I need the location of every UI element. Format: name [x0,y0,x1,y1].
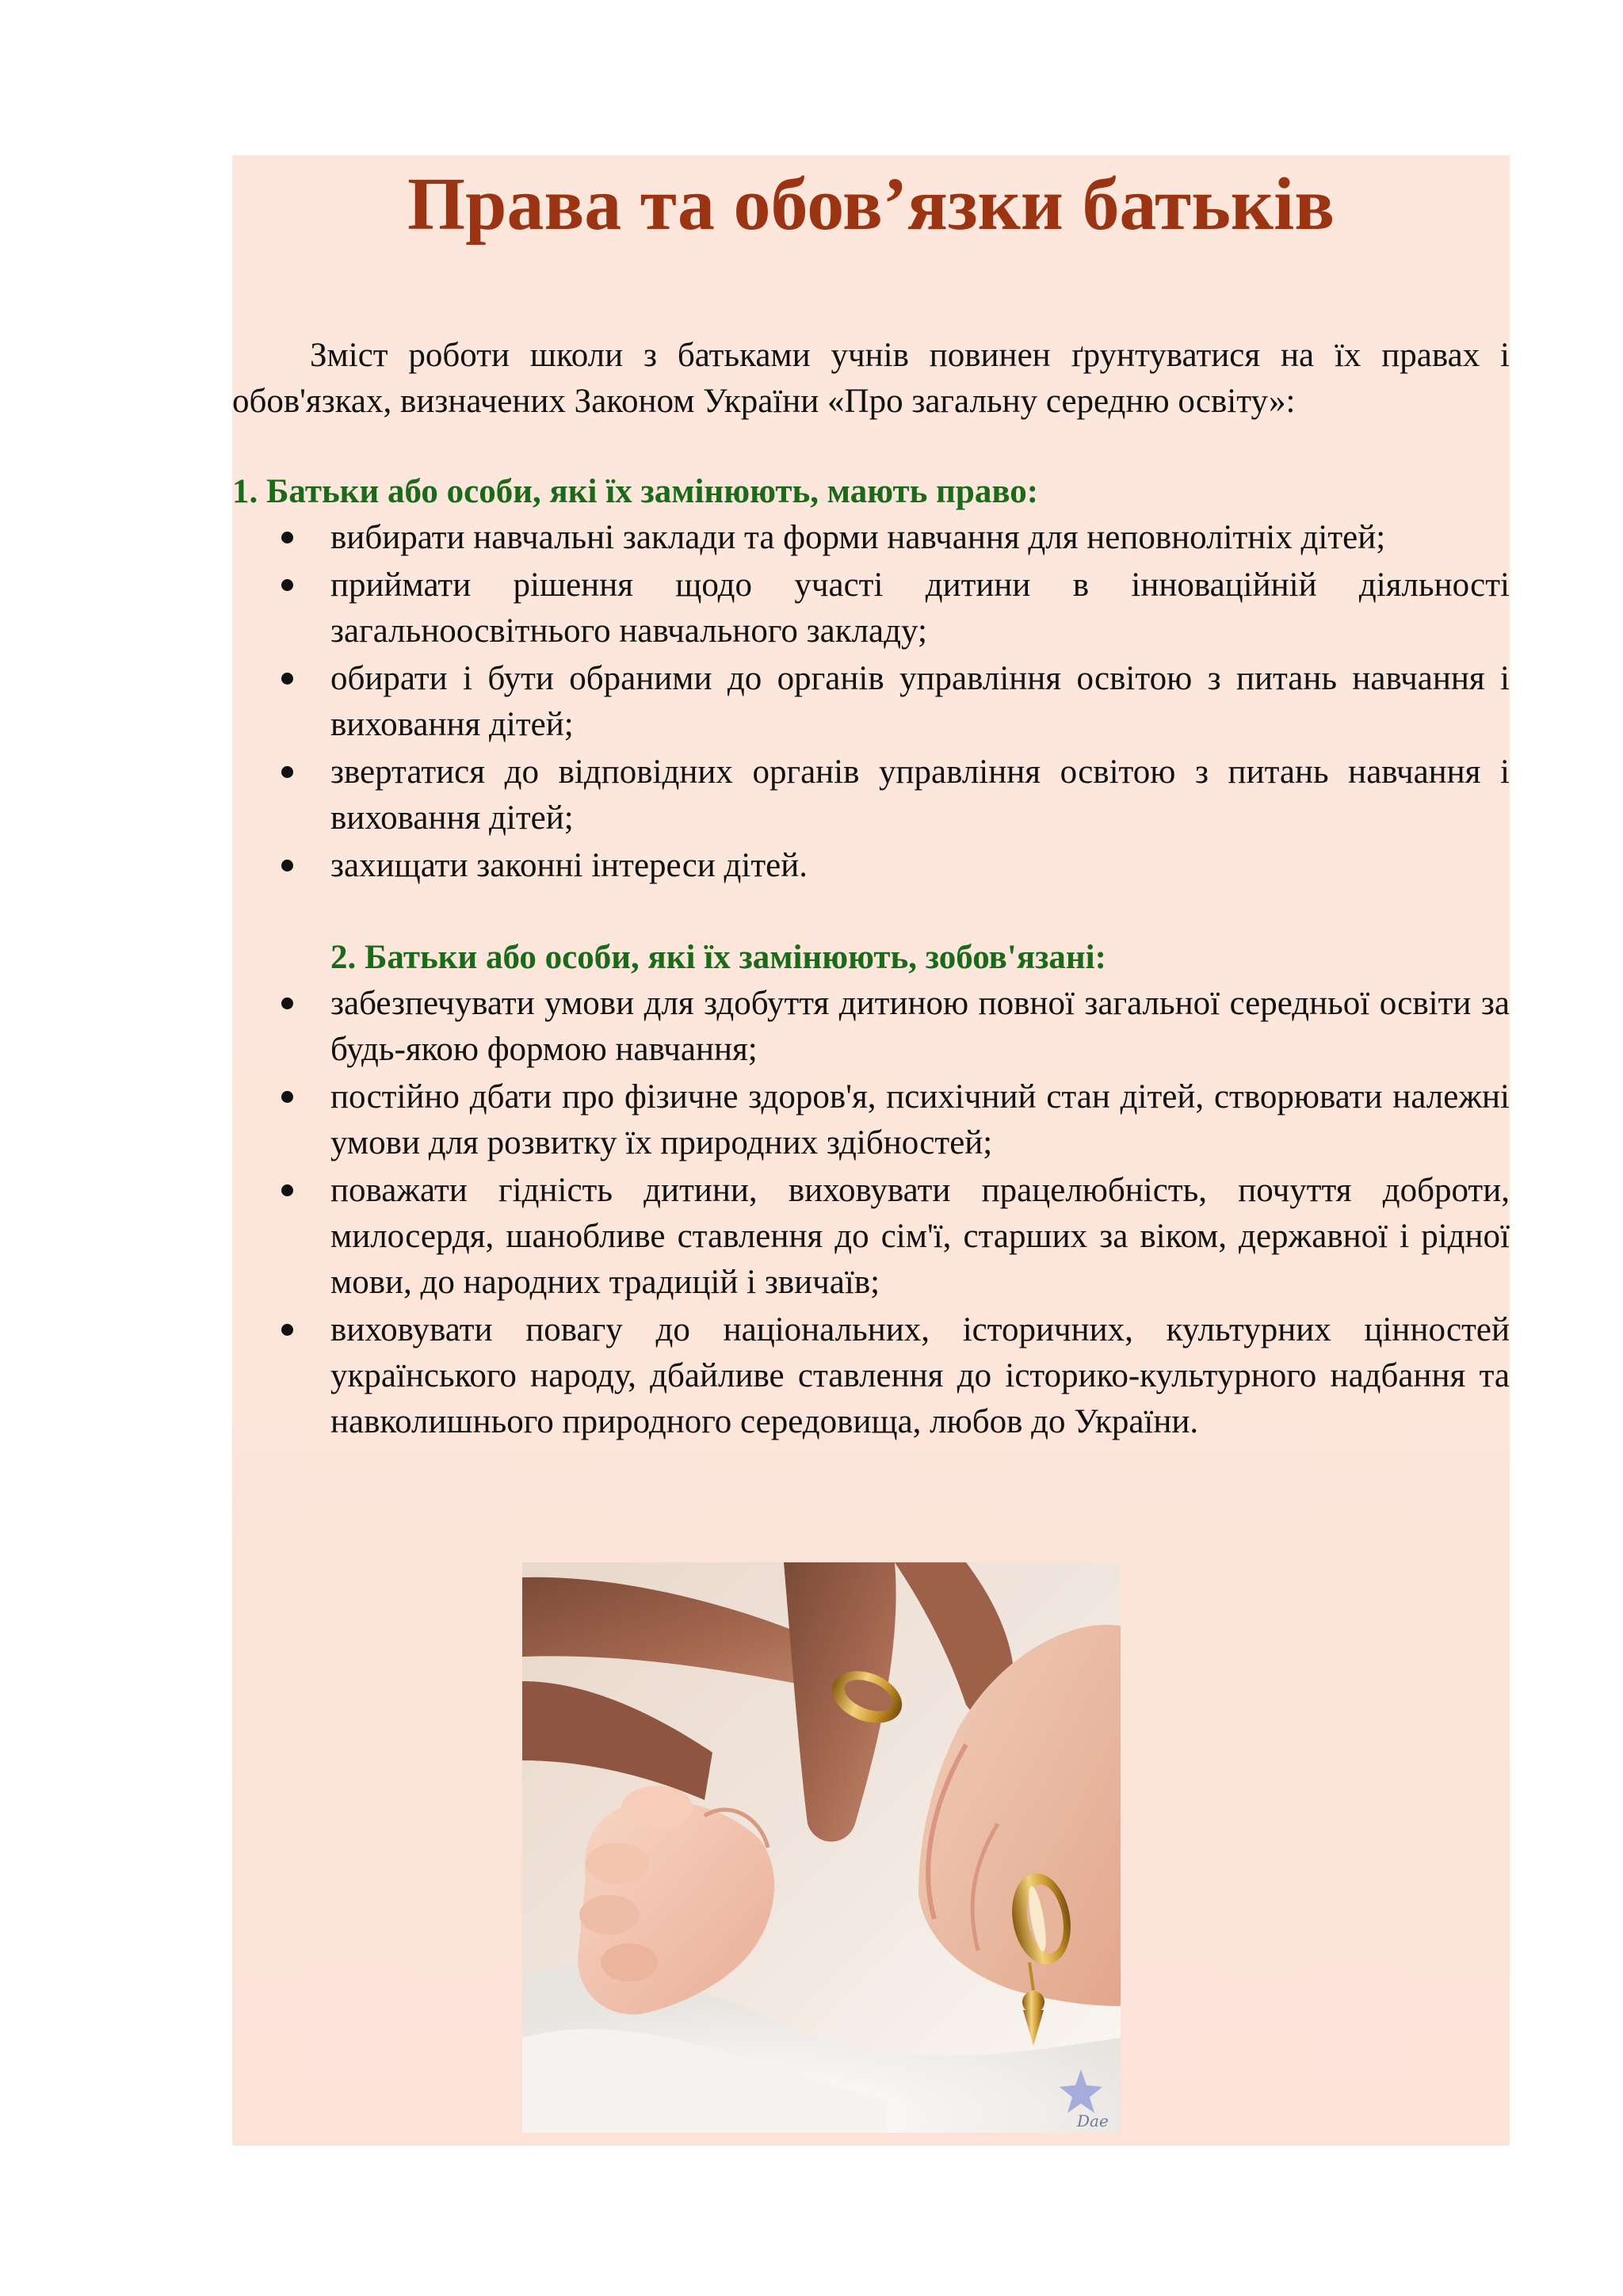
list-item [232,981,1510,1073]
list-item-text: приймати рішення щодо участі дитини в інноваційній діяльності загальноосвітнього навчального закладу; [330,566,1510,650]
list-item-text: обирати і бути обраними до органів управління освітою з питань навчання і виховання дітей; [330,660,1510,743]
bullet-icon [281,997,293,1009]
list-item [232,563,1510,654]
bullet-icon [281,1324,293,1336]
list-item [232,749,1510,841]
document-body [232,333,1510,1447]
list-item [232,843,1510,889]
bullet-icon [281,1091,293,1103]
intro-paragraph: Зміст роботи школи з батьками учнів повинен ґрунтуватися на їх правах і обов'язках, визначених Законом України «Про загальну середню освіту»: [232,337,1510,420]
logo-text: Dae [1077,2111,1109,2130]
photo-illustration [522,1562,1121,2133]
duties-heading: 2. Батьки або особи, які їх замінюють, зобов'язані: [330,939,1106,976]
bullet-icon [281,532,293,543]
bullet-icon [281,579,293,591]
hands-with-rings-photo [522,1562,1121,2133]
list-item-text: постійно дбати про фізичне здоров'я, психічний стан дітей, створювати належні умови для розвитку їх природних здібностей; [330,1078,1510,1161]
list-item-text: вибирати навчальні заклади та форми навчання для неповнолітніх дітей; [330,519,1386,556]
rights-list [232,515,1510,889]
list-item-text: виховувати повагу до національних, історичних, культурних цінностей українського народу, дбайливе ставлення до історико-культурного надбання та навколишнього природного середовища, любов до України. [330,1311,1510,1440]
list-item [232,1307,1510,1445]
bullet-icon [281,860,293,871]
list-item-text: звертатися до відповідних органів управління освітою з питань навчання і виховання дітей; [330,753,1510,837]
bullet-icon [281,1184,293,1196]
list-item [232,1074,1510,1166]
bullet-icon [281,673,293,685]
list-item-text: забезпечувати умови для здобуття дитиною повної загальної середньої освіти за будь-якою формою навчання; [330,985,1510,1068]
page-title: Права та обов’язки батьків [407,163,1335,246]
duties-list [232,981,1510,1445]
list-item [232,515,1510,561]
list-item-text: захищати законні інтереси дітей. [330,847,808,884]
list-item [232,1168,1510,1306]
bullet-icon [281,766,293,778]
list-item [232,656,1510,748]
list-item-text: поважати гідність дитини, виховувати працелюбність, почуття доброти, милосердя, шанобливе ставлення до сім'ї, старших за віком, державної і рідної мови, до народних традицій і звичаїв; [330,1172,1510,1301]
rights-heading: 1. Батьки або особи, які їх замінюють, мають право: [232,473,1039,510]
